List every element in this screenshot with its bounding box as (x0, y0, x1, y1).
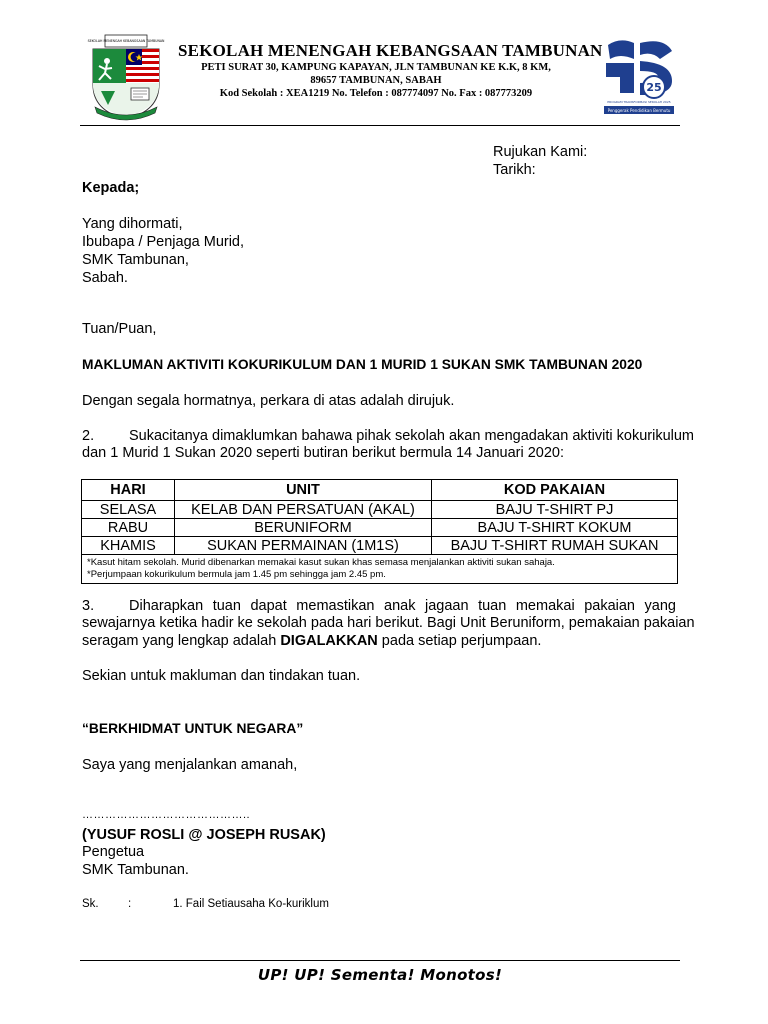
para3-line1: Diharapkan tuan dapat memastikan anak jagaan tuan memakai pakaian yang (129, 598, 676, 614)
footer-divider (80, 960, 680, 961)
school-logo-left (85, 33, 167, 121)
kepada-heading: Kepada; (82, 180, 140, 196)
table-row (82, 537, 678, 555)
note-time: *Perjumpaan kokurikulum bermula jam 1.45 pm sehingga jam 2.45 pm. (87, 569, 386, 580)
transformation-logo-right (600, 37, 678, 117)
recipient-line: Yang dihormati, (82, 216, 183, 232)
cell-hari: RABU (82, 519, 175, 537)
sk-label: Sk. (82, 898, 99, 910)
cell-unit: KELAB DAN PERSATUAN (AKAL) (175, 501, 432, 519)
cell-unit: BERUNIFORM (175, 519, 432, 537)
salutation: Tuan/Puan, (82, 321, 157, 337)
cell-hari: SELASA (82, 501, 175, 519)
footer-motto: UP! UP! Sementa! Monotos! (257, 966, 503, 984)
para3-emphasis: DIGALAKKAN (280, 633, 378, 649)
logo-ribbon-text: SEKOLAH MENENGAH KEBANGSAAN TAMBUNAN (87, 39, 165, 43)
header-divider (80, 125, 680, 126)
note-shoes: *Kasut hitam sekolah. Murid dibenarkan memakai kasut sukan khas semasa menjalankan aktiviti sukan sahaja. (87, 557, 555, 568)
header-kod-pakaian: KOD PAKAIAN (432, 480, 678, 501)
slogan: “BERKHIDMAT UNTUK NEGARA” (82, 721, 304, 736)
cell-kod-pakaian: BAJU T-SHIRT RUMAH SUKAN (432, 537, 678, 555)
activity-schedule-table (81, 479, 678, 584)
signature-line: …………………………………….. (82, 809, 251, 821)
cell-unit: SUKAN PERMAINAN (1M1S) (175, 537, 432, 555)
letter-subject: MAKLUMAN AKTIVITI KOKURIKULUM DAN 1 MURID 1 SUKAN SMK TAMBUNAN 2020 (82, 357, 643, 372)
para3-number: 3. (82, 598, 95, 614)
cell-kod-pakaian: BAJU T-SHIRT KOKUM (432, 519, 678, 537)
cell-hari: KHAMIS (82, 537, 175, 555)
intro-paragraph: Dengan segala hormatnya, perkara di atas adalah dirujuk. (82, 393, 455, 409)
address-line-2: 89657 TAMBUNAN, SABAH (310, 75, 442, 86)
table-notes (82, 555, 678, 584)
signatory-name: (YUSUF ROSLI @ JOSEPH RUSAK) (82, 827, 326, 843)
closing-line: Sekian untuk makluman dan tindakan tuan. (82, 668, 361, 684)
cell-kod-pakaian: BAJU T-SHIRT PJ (432, 501, 678, 519)
school-name: SEKOLAH MENENGAH KEBANGSAAN TAMBUNAN (178, 41, 603, 60)
para2-line2: dan 1 Murid 1 Sukan 2020 seperti butiran berikut bermula 14 Januari 2020: (82, 445, 565, 461)
header-unit: UNIT (175, 480, 432, 501)
sk-item: 1. Fail Setiausaha Ko-kuriklum (173, 898, 329, 910)
table-header-row (82, 480, 678, 501)
table-notes-row (82, 555, 678, 584)
recipient-line: Sabah. (82, 270, 128, 286)
para2-line1: Sukacitanya dimaklumkan bahawa pihak sekolah akan mengadakan aktiviti kokurikulum (129, 428, 695, 444)
rujukan-label: Rujukan Kami: (493, 144, 588, 160)
logo-number-25: 25 (646, 81, 662, 94)
sk-colon: : (128, 898, 132, 910)
table-row (82, 501, 678, 519)
signatory-title: Pengetua (82, 844, 145, 860)
address-line-1: PETI SURAT 30, KAMPUNG KAPAYAN, JLN TAMBUNAN KE K.K, 8 KM, (201, 62, 551, 73)
contact-line: Kod Sekolah : XEA1219 No. Telefon : 087774097 No. Fax : 087773209 (219, 88, 533, 99)
logo-caption-1: PROGRAM TRANSFORMASI SEKOLAH 2025 (607, 100, 671, 104)
para3-line2: sewajarnya ketika hadir ke sekolah pada hari berikut. Bagi Unit Beruniform, pemakaian pakaian (82, 615, 695, 631)
recipient-line: Ibubapa / Penjaga Murid, (82, 234, 245, 250)
amanah-line: Saya yang menjalankan amanah, (82, 757, 298, 773)
para2-number: 2. (82, 428, 95, 444)
header-hari: HARI (82, 480, 175, 501)
tarikh-label: Tarikh: (493, 162, 536, 178)
table-row (82, 519, 678, 537)
logo-caption-2: Penggerak Pendidikan Bermutu (607, 108, 671, 113)
para3-line3 (82, 632, 541, 650)
recipient-line: SMK Tambunan, (82, 252, 189, 268)
para3-line3-pre: seragam yang lengkap adalah (82, 633, 281, 649)
signatory-school: SMK Tambunan. (82, 862, 189, 878)
para3-line3-post: pada setiap perjumpaan. (377, 633, 542, 649)
